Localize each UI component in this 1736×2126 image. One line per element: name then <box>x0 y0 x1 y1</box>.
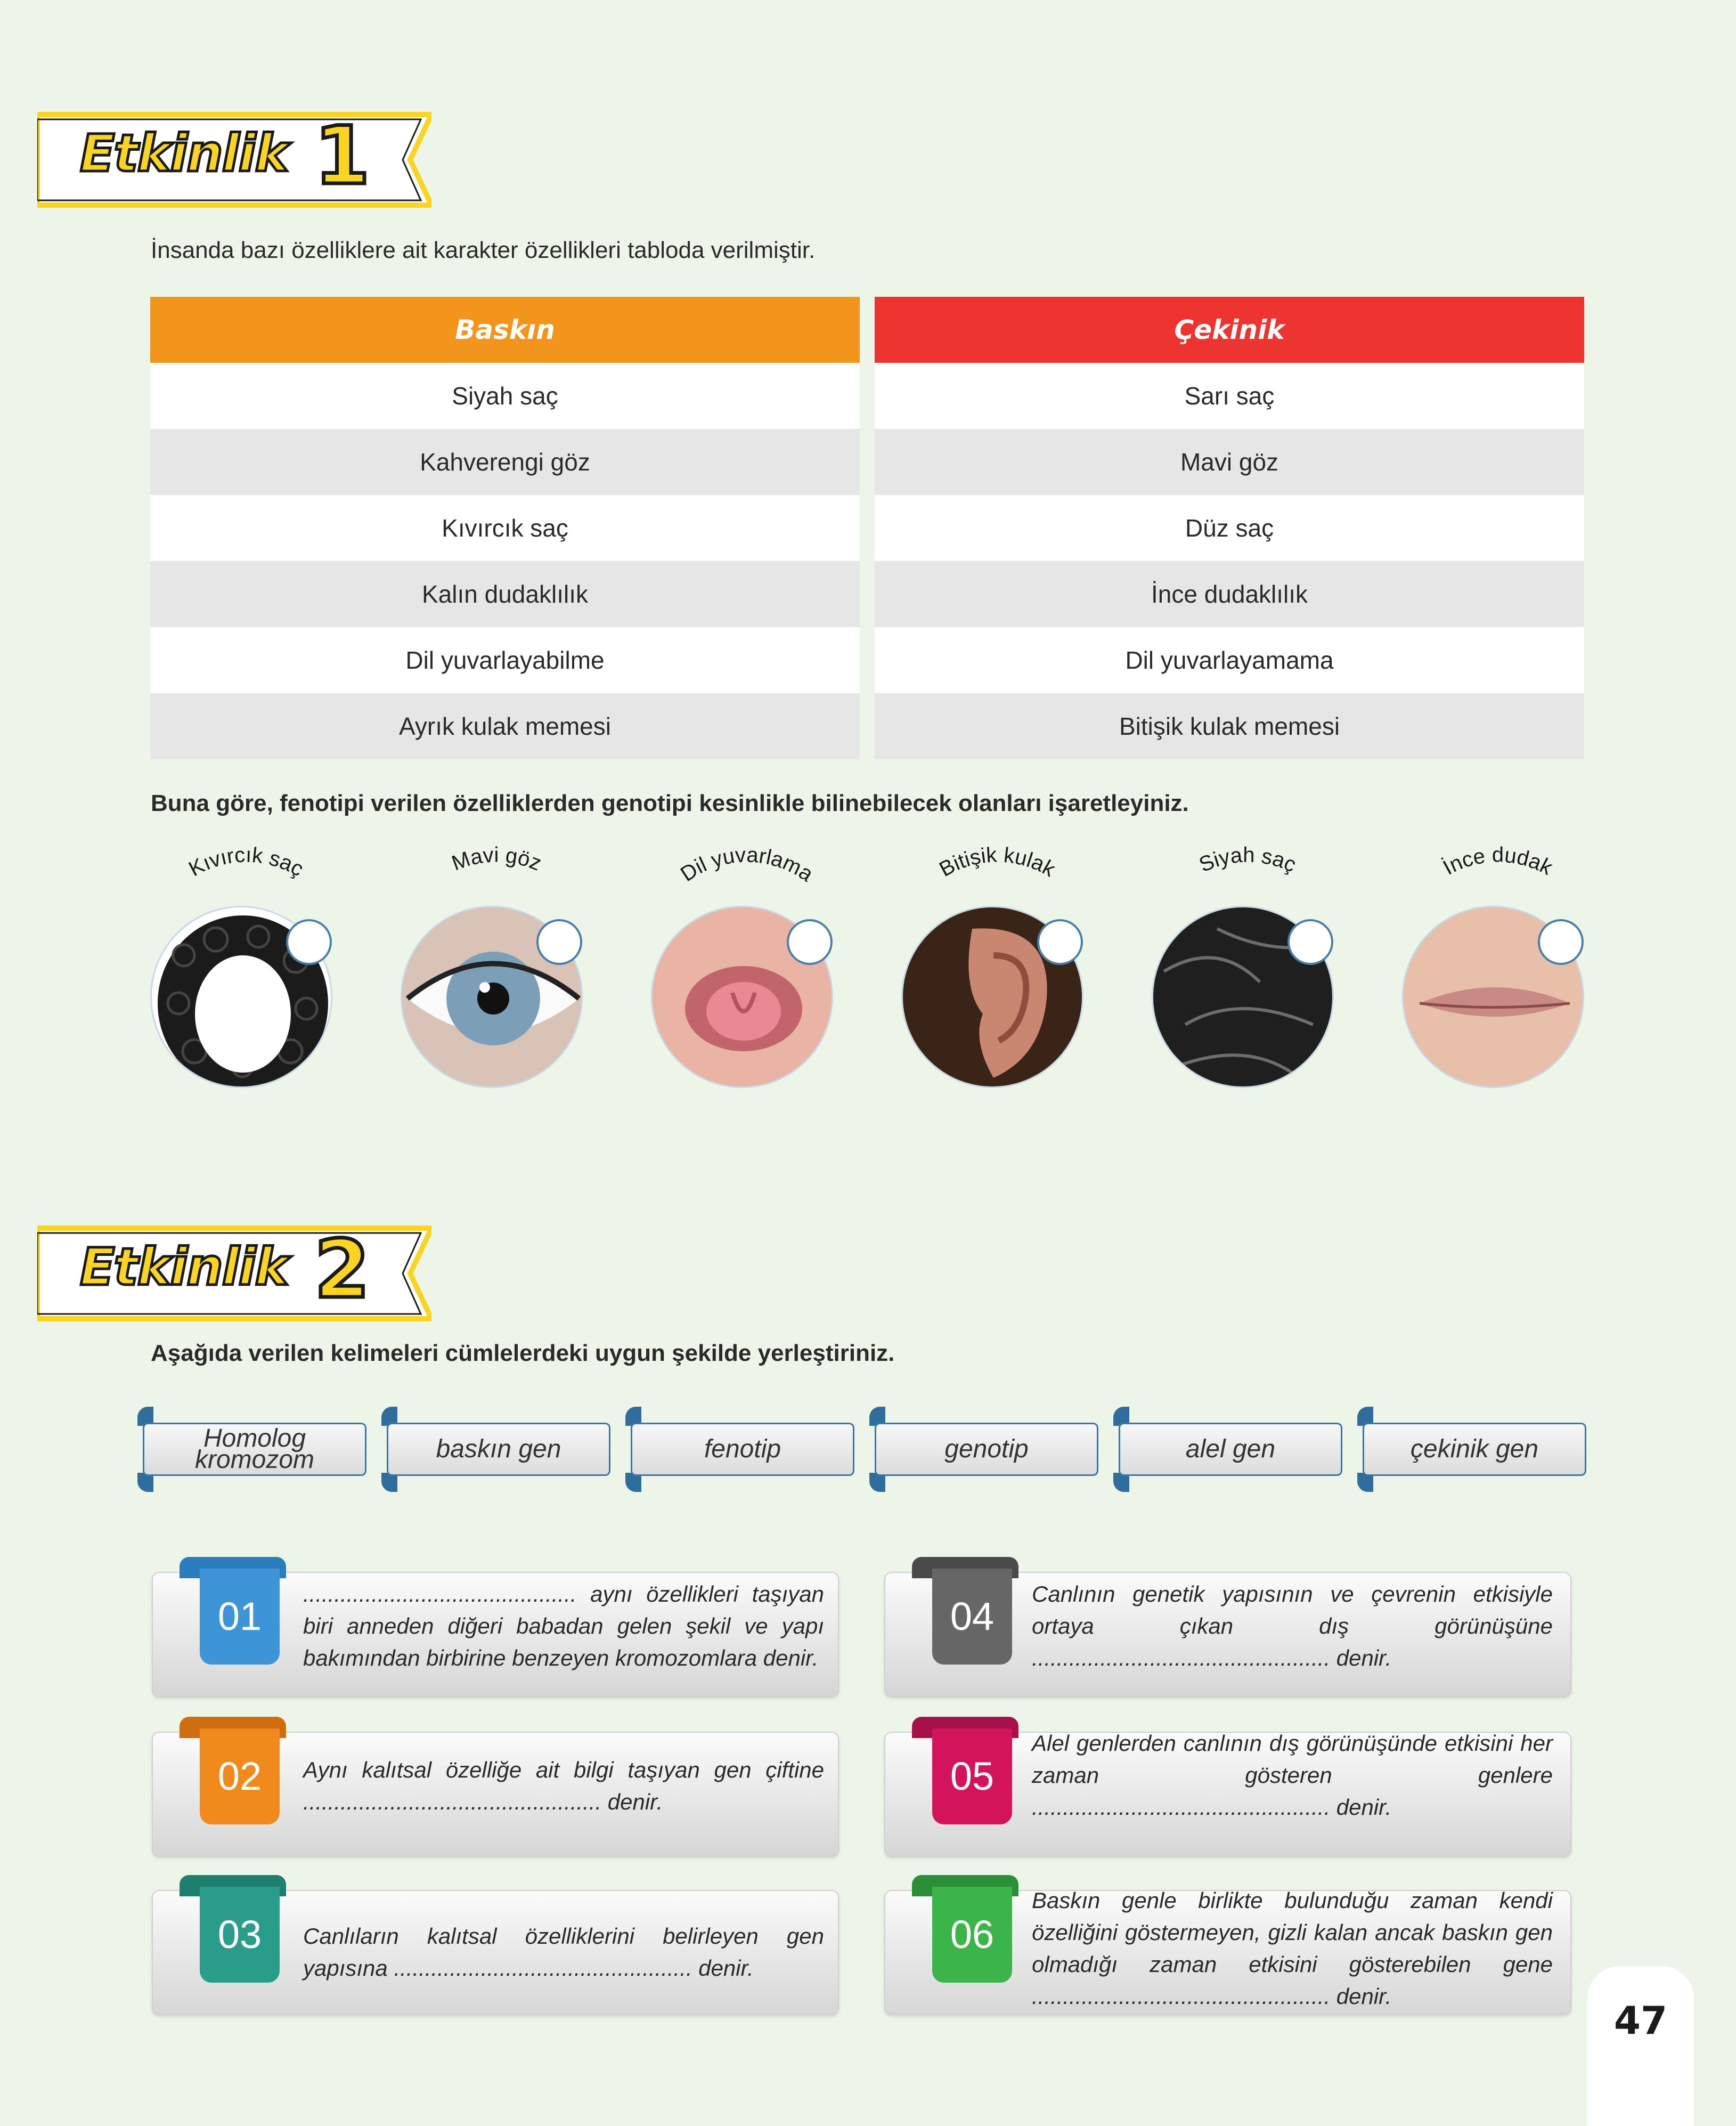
word-tag[interactable] <box>137 1407 366 1492</box>
number-badge: 05 <box>912 1717 1018 1834</box>
table-cell: Dil yuvarlayamama <box>875 627 1584 693</box>
activity-2-intro: Aşağıda verilen kelimeleri cümlelerdeki uygun şekilde yerleştiriniz. <box>151 1340 895 1366</box>
svg-text:Siyah saç: Siyah saç <box>1195 843 1300 877</box>
word-tag-label: baskın gen <box>387 1423 610 1476</box>
checkbox-tongue-roll[interactable] <box>787 919 833 965</box>
table-cell: Dil yuvarlayabilme <box>150 627 860 693</box>
table-cell: Ayrık kulak memesi <box>150 693 860 759</box>
picture-attached-ear <box>901 843 1085 1092</box>
picture-thin-lips <box>1402 843 1586 1092</box>
picture-curly-hair <box>150 843 334 1092</box>
svg-text:Kıvırcık saç: Kıvırcık saç <box>185 843 308 881</box>
page-number-tab <box>1587 1966 1694 2126</box>
sentence-text: Aynı kalıtsal özelliğe ait bilgi taşıyan gen çiftine ................................................ denir. <box>303 1757 824 1814</box>
sentence-card <box>152 1732 839 1857</box>
recessive-header: Çekinik <box>875 297 1584 363</box>
sentence-text: Canlının genetik yapısının ve çevrenin etkisiyle ortaya çıkan dış görünüşüne ................................................ denir. <box>1032 1581 1553 1670</box>
sentence-card <box>884 1572 1571 1697</box>
word-tag[interactable] <box>869 1407 1098 1492</box>
checkbox-attached-ear[interactable] <box>1037 919 1083 965</box>
word-tag-label: fenotip <box>631 1423 854 1476</box>
table-cell: Sarı saç <box>875 363 1584 429</box>
word-tag-label: Homolog kromozom <box>143 1423 366 1476</box>
table-cell: Kıvırcık saç <box>150 495 860 561</box>
table-cell: Kahverengi göz <box>150 429 860 495</box>
banner-number: 1 <box>314 110 370 202</box>
word-tag[interactable] <box>1113 1407 1342 1492</box>
number-badge: 02 <box>180 1717 286 1834</box>
banner-title: Etkinlik <box>80 1237 288 1297</box>
svg-text:Dil yuvarlama: Dil yuvarlama <box>676 843 818 887</box>
sentence-text: Canlıların kalıtsal özelliklerini belirleyen gen yapısına ................................................ denir. <box>303 1924 824 1981</box>
svg-text:Mavi göz: Mavi göz <box>449 843 545 875</box>
sentence-text: ............................................ aynı özellikleri taşıyan biri anneden diğeri babadan gelen şekil ve yapı bakımından birbirine benzeyen kromozomlara denir. <box>303 1581 824 1670</box>
sentence-text: Baskın genle birlikte bulunduğu zaman kendi özelliğini göstermeyen, gizli kalan ancak baskın gen olmadığı zaman etkisini gösterebilen gene ................................................ denir. <box>1032 1888 1553 2009</box>
picture-black-hair <box>1152 843 1335 1092</box>
number-badge: 01 <box>180 1557 286 1674</box>
banner-title: Etkinlik <box>80 124 288 183</box>
number-badge: 06 <box>912 1875 1018 1992</box>
word-tag-label: genotip <box>875 1423 1098 1476</box>
dominant-column <box>150 297 860 759</box>
word-tag[interactable] <box>1357 1407 1586 1492</box>
activity-1-banner <box>37 112 431 202</box>
number-badge: 03 <box>180 1875 286 1992</box>
word-tag[interactable] <box>625 1407 854 1492</box>
checkbox-blue-eye[interactable] <box>536 919 582 965</box>
activity-1-intro: İnsanda bazı özelliklere ait karakter özellikleri tabloda verilmiştir. <box>151 237 816 263</box>
dominant-header: Baskın <box>150 297 860 363</box>
table-cell: Mavi göz <box>875 429 1584 495</box>
svg-text:Bitişik kulak: Bitişik kulak <box>935 843 1059 882</box>
table-cell: Bitişik kulak memesi <box>875 693 1584 759</box>
word-tag-label: alel gen <box>1119 1423 1342 1476</box>
page-number: 47 <box>1613 1998 1668 2043</box>
picture-tongue-roll <box>651 843 835 1092</box>
word-tag[interactable] <box>381 1407 610 1492</box>
sentence-card <box>884 1890 1571 2015</box>
activity-1-question: Buna göre, fenotipi verilen özelliklerden genotipi kesinlikle bilinebilecek olanları işaretleyiniz. <box>151 790 1189 816</box>
table-cell: Düz saç <box>875 495 1584 561</box>
sentence-card <box>152 1572 839 1697</box>
word-tag-label: çekinik gen <box>1363 1423 1586 1476</box>
recessive-column <box>875 297 1584 759</box>
sentence-text: Alel genlerden canlının dış görünüşünde etkisini her zaman gösteren genlere ................................................ denir. <box>1032 1731 1553 1820</box>
checkbox-curly-hair[interactable] <box>286 919 332 965</box>
checkbox-black-hair[interactable] <box>1287 919 1333 965</box>
table-cell: Siyah saç <box>150 363 860 429</box>
sentence-card <box>884 1732 1571 1857</box>
activity-2-banner <box>37 1223 431 1316</box>
number-badge: 04 <box>912 1557 1018 1674</box>
table-cell: Kalın dudaklılık <box>150 561 860 627</box>
sentence-card <box>152 1890 839 2015</box>
table-cell: İnce dudaklılık <box>875 561 1584 627</box>
picture-blue-eye <box>401 843 584 1092</box>
checkbox-thin-lips[interactable] <box>1538 919 1584 965</box>
svg-text:İnce dudak: İnce dudak <box>1439 843 1556 880</box>
banner-number: 2 <box>314 1223 370 1316</box>
